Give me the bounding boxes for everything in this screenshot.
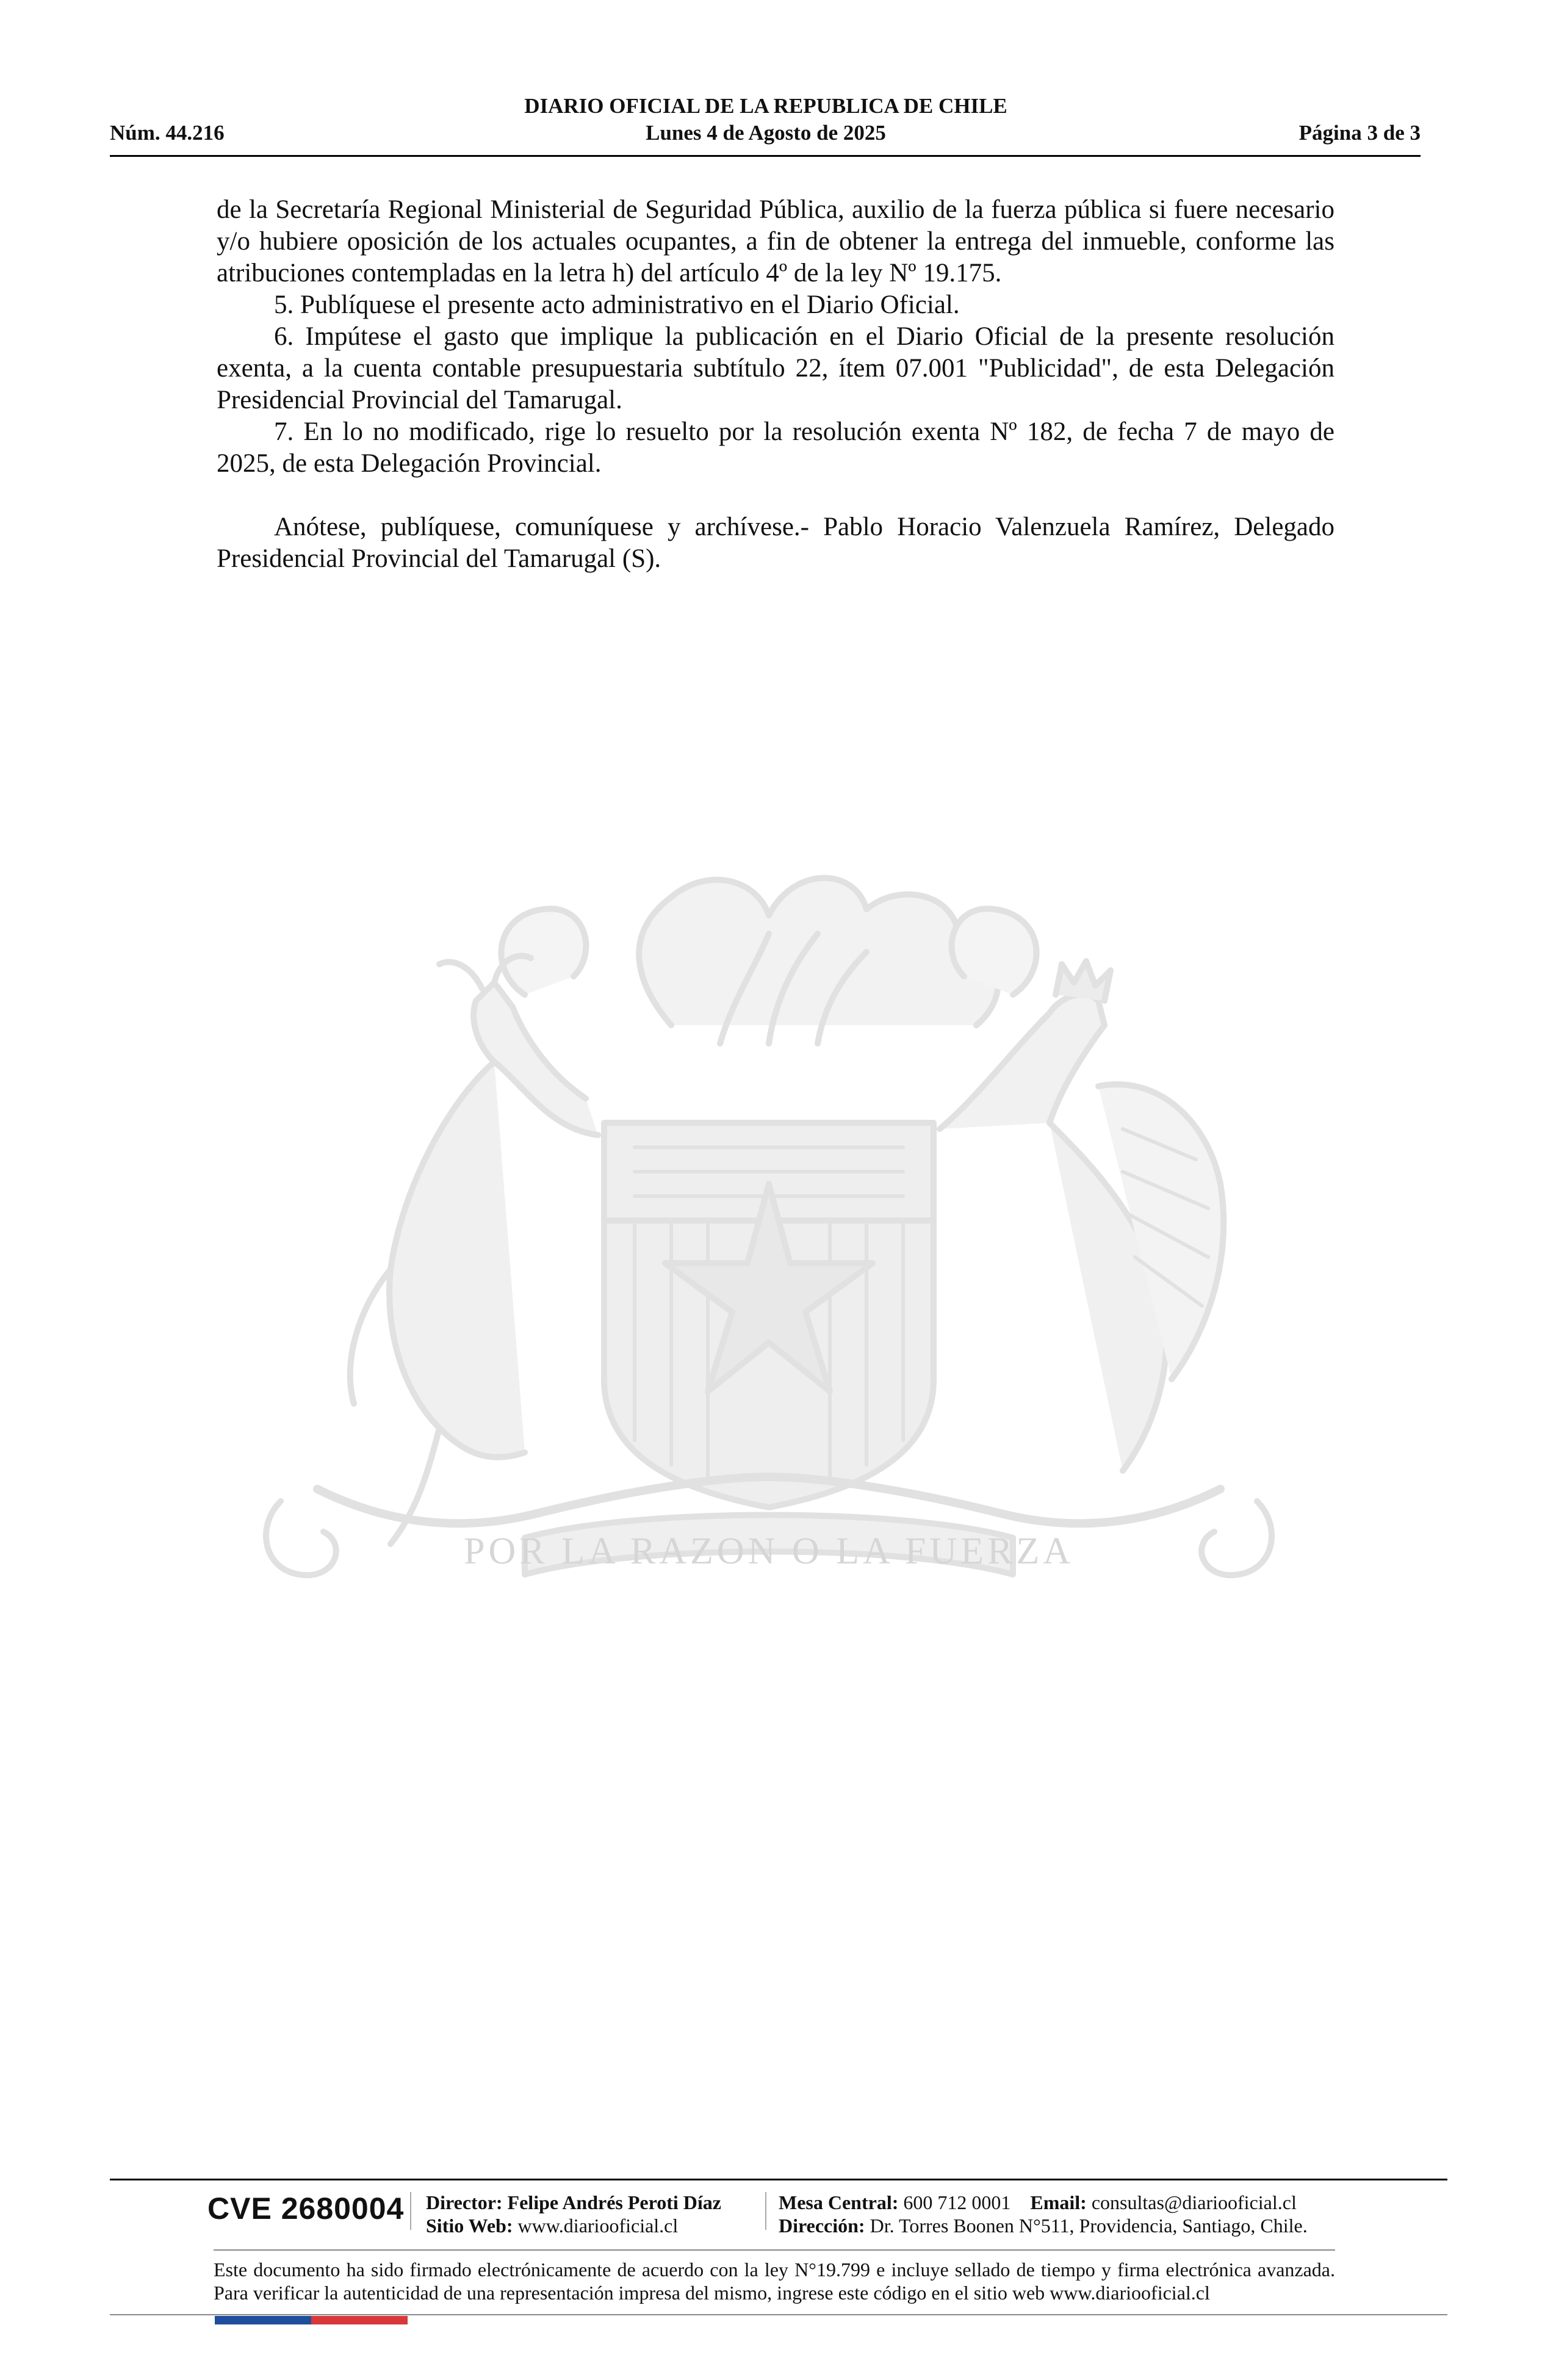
paragraph-item-6: 6. Impútese el gasto que implique la publicación en el Diario Oficial de la presente resolución exenta, a la cuenta contable presupuestaria subtítulo 22, ítem 07.001 "Publicidad", de esta Delegación Presidencial Provincial del Tamarugal. — [217, 322, 1334, 414]
address-text: Dr. Torres Boonen N°511, Providencia, Santiago, Chile. — [870, 2215, 1308, 2237]
phone-number: 600 712 0001 — [903, 2191, 1011, 2213]
footer-separator-1 — [410, 2192, 411, 2230]
web-label: Sitio Web: — [426, 2215, 513, 2237]
cve-code: CVE 2680004 — [207, 2191, 405, 2226]
coat-of-arms-watermark — [207, 842, 1330, 1672]
paragraph-continuation: de la Secretaría Regional Ministerial de Seguridad Pública, auxilio de la fuerza pública si fuere necesario y/o hubiere oposición de los actuales ocupantes, a fin de obtener la entrega del inmueble, conforme las atribuciones contempladas en la letra h) del artículo 4º de la ley Nº 19.175. — [217, 195, 1334, 287]
footer-contact-block — [779, 2191, 1308, 2237]
header-divider — [110, 155, 1421, 157]
flag-stripe-red — [311, 2316, 408, 2324]
director-name: Felipe Andrés Peroti Díaz — [507, 2191, 721, 2213]
newspaper-title: DIARIO OFICIAL DE LA REPUBLICA DE CHILE — [524, 94, 1007, 118]
footer-divider-top — [110, 2179, 1447, 2180]
director-label: Director: — [426, 2191, 503, 2213]
footer-divider-bottom — [110, 2314, 1447, 2315]
email-link[interactable]: consultas@diariooficial.cl — [1091, 2191, 1297, 2213]
phone-label: Mesa Central: — [779, 2191, 899, 2213]
web-link[interactable]: www.diariooficial.cl — [517, 2215, 679, 2237]
document-body — [217, 194, 1334, 575]
issue-number: Núm. 44.216 — [110, 121, 225, 145]
signature-notice: Este documento ha sido firmado electrónicamente de acuerdo con la ley N°19.799 e incluye sellado de tiempo y firma electrónica avanzada. Para verificar la autenticidad de una representación impresa del mismo, ingrese este código en el sitio web www.diariooficial.cl — [214, 2259, 1335, 2304]
address-label: Dirección: — [779, 2215, 865, 2237]
footer-director-block — [426, 2191, 721, 2237]
paragraph-item-7: 7. En lo no modificado, rige lo resuelto por la resolución exenta Nº 182, de fecha 7 de mayo de 2025, de esta Delegación Provincial. — [217, 417, 1334, 478]
closing-signature: Anótese, publíquese, comuníquese y archívese.- Pablo Horacio Valenzuela Ramírez, Delegado Presidencial Provincial del Tamarugal (S). — [217, 513, 1334, 573]
footer-divider-mid — [214, 2249, 1335, 2251]
issue-date: Lunes 4 de Agosto de 2025 — [646, 121, 886, 145]
flag-stripe-blue — [215, 2316, 311, 2324]
page-indicator: Página 3 de 3 — [1298, 121, 1421, 145]
paragraph-item-5: 5. Publíquese el presente acto administrativo en el Diario Oficial. — [274, 290, 960, 319]
footer-separator-2 — [765, 2192, 766, 2230]
email-label: Email: — [1030, 2191, 1087, 2213]
motto-text: POR LA RAZON O LA FUERZA — [463, 1531, 1075, 1572]
